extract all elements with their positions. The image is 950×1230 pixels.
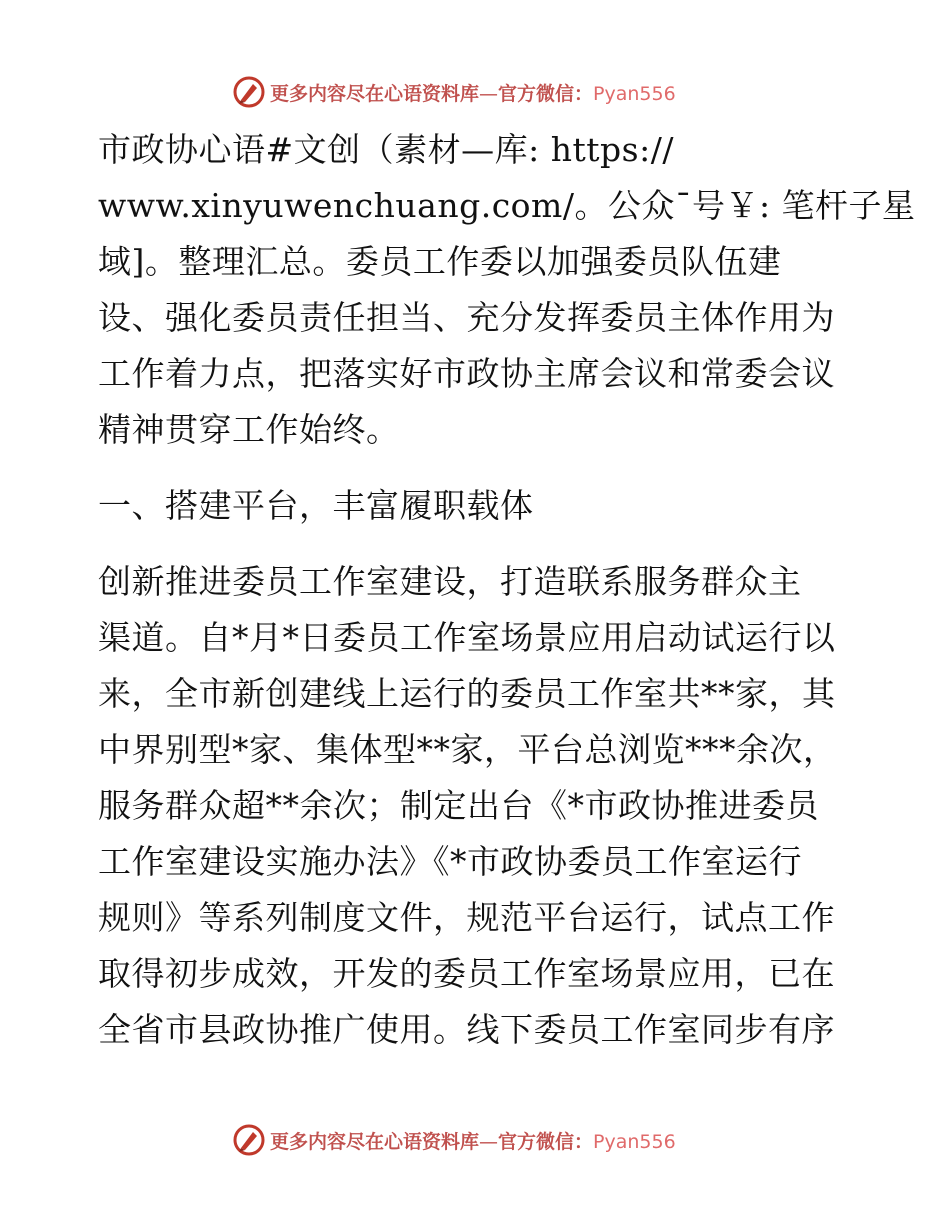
text-line: 工作室建设实施办法》《*市政协委员工作室运行 [98,842,802,881]
text-line: 创新推进委员工作室建设，打造联系服务群众主 [98,562,802,601]
text-line: 工作着力点，把落实好市政协主席会议和常委会议 [98,354,835,393]
pen-logo-icon [232,1123,266,1157]
document-body [98,122,916,1058]
banner-dash: — [479,82,499,105]
text-line: 来，全市新创建线上运行的委员工作室共**家，其 [98,674,836,713]
text-line: 全省市县政协推广使用。线下委员工作室同步有序 [98,1010,835,1049]
text-line: 市政协心语#文创（素材—库: https:// [98,130,674,169]
banner-text [270,79,676,106]
banner-title: 更多内容尽在心语资料库 [270,1130,480,1153]
banner-text [270,1127,676,1154]
text-line: 设、强化委员责任担当、充分发挥委员主体作用为 [98,298,835,337]
banner-suffix: 官方微信： [498,1130,594,1153]
banner-account: Pyan556 [593,82,676,105]
banner-dash: — [479,1130,499,1153]
text-line: 取得初步成效，开发的委员工作室场景应用，已在 [98,954,835,993]
footer-banner [232,1120,676,1160]
text-line: 规则》等系列制度文件，规范平台运行，试点工作 [98,898,835,937]
paragraph-intro [98,122,916,458]
text-line: 服务群众超**余次；制定出台《*市政协推进委员 [98,786,819,825]
text-line: 渠道。自*月*日委员工作室场景应用启动试运行以 [98,618,836,657]
header-banner [232,72,676,112]
text-line: 中界别型*家、集体型**家，平台总浏览***余次， [98,730,837,769]
banner-suffix: 官方微信： [498,82,594,105]
heading-line: 一、搭建平台，丰富履职载体 [98,486,534,525]
text-line: 精神贯穿工作始终。 [98,410,400,449]
banner-title: 更多内容尽在心语资料库 [270,82,480,105]
pen-logo-icon [232,75,266,109]
text-line: www.xinyuwenchuang.com/。公众¯号￥: 笔杆子星 [98,186,916,225]
paragraph-body [98,554,858,1058]
banner-account: Pyan556 [593,1130,676,1153]
text-line: 域]。整理汇总。委员工作委以加强委员队伍建 [98,242,782,281]
section-heading [98,478,858,534]
